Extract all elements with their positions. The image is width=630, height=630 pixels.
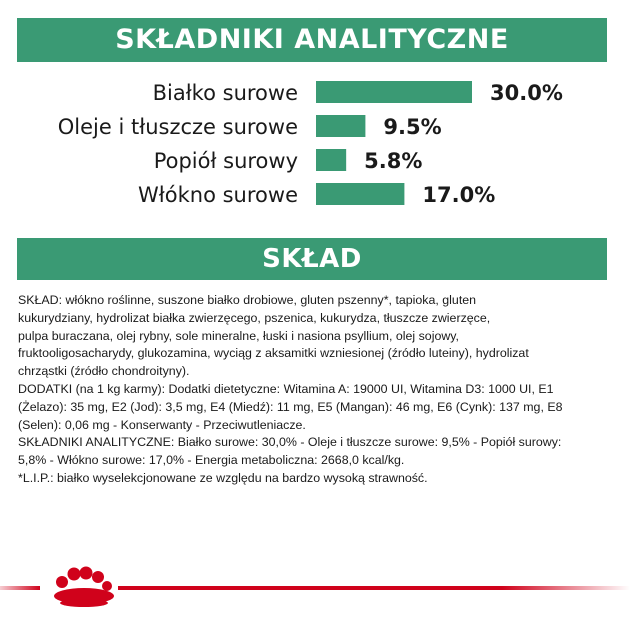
composition-line: (Selen): 0,06 mg - Konserwanty - Przeciwutleniacze. bbox=[18, 417, 306, 432]
composition-line: 5,8% - Włókno surowe: 17,0% - Energia metaboliczna: 2668,0 kcal/kg. bbox=[18, 453, 405, 468]
composition-header: SKŁAD bbox=[17, 238, 607, 280]
category-label: Oleje i tłuszcze surowe bbox=[57, 115, 298, 139]
value-label: 17.0% bbox=[422, 183, 496, 207]
composition-line: SKŁADNIKI ANALITYCZNE: Białko surowe: 30,0% - Oleje i tłuszcze surowe: 9,5% - Popiół surowy: bbox=[18, 435, 562, 450]
composition-line: pulpa buraczana, olej rybny, sole mineralne, łuski i nasiona psyllium, olej sojowy, bbox=[18, 328, 460, 343]
composition-line: (Żelazo): 35 mg, E2 (Jod): 3,5 mg, E4 (Miedź): 11 mg, E5 (Mangan): 46 mg, E6 (Cynk): 137 mg, E8 bbox=[18, 399, 563, 414]
composition-line: SKŁAD: włókno roślinne, suszone białko drobiowe, gluten pszenny*, tapioka, gluten bbox=[18, 293, 477, 307]
category-label: Włókno surowe bbox=[138, 183, 298, 207]
composition-text bbox=[18, 292, 610, 488]
category-label: Popiół surowy bbox=[153, 149, 298, 173]
value-label: 9.5% bbox=[383, 115, 442, 139]
composition-line: *L.I.P.: białko wyselekcjonowane ze względu na bardzo wysoką strawność. bbox=[18, 470, 428, 485]
composition-line: fruktooligosacharydy, glukozamina, wyciąg z aksamitki wzniesionej (źródło luteiny), hydrolizat bbox=[18, 346, 529, 361]
footer-brand-bar bbox=[0, 560, 630, 620]
bar bbox=[316, 183, 404, 205]
composition-line: DODATKI (na 1 kg karmy): Dodatki dietetyczne: Witamina A: 19000 UI, Witamina D3: 1000 UI, E1 bbox=[18, 381, 554, 396]
royal-crown-icon bbox=[54, 567, 114, 608]
bar bbox=[316, 81, 472, 103]
value-label: 30.0% bbox=[490, 81, 563, 105]
composition-line: chrząstki (źródło chondroityny). bbox=[18, 364, 190, 379]
analytical-header: SKŁADNIKI ANALITYCZNE bbox=[17, 18, 607, 62]
category-label: Białko surowe bbox=[152, 81, 298, 105]
red-line-left bbox=[0, 586, 40, 590]
composition-line: kukurydziany, hydrolizat białka zwierzęcego, pszenica, kukurydza, tłuszcze zwierzęce, bbox=[18, 310, 491, 325]
bar bbox=[316, 115, 365, 137]
bar bbox=[316, 149, 346, 171]
value-label: 5.8% bbox=[364, 149, 423, 173]
analytical-bar-chart bbox=[0, 70, 630, 220]
red-line-right bbox=[118, 586, 630, 590]
